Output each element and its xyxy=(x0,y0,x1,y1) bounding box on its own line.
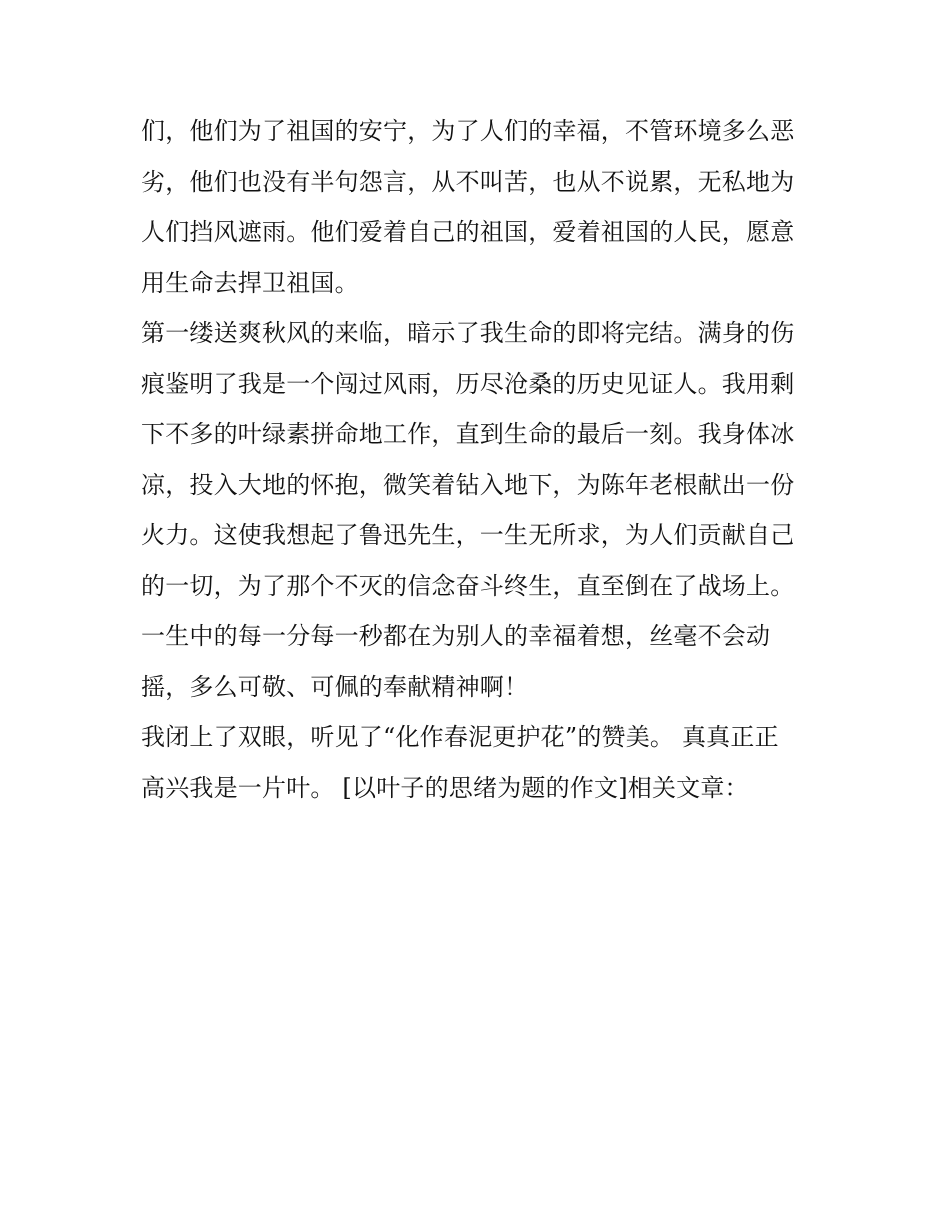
text-line: 摇，多么可敬、可佩的奉献精神啊！ xyxy=(141,672,529,701)
text-line: 们，他们为了祖国的安宁，为了人们的幸福，不管环境多么恶 xyxy=(141,117,795,145)
text-line: 火力。这使我想起了鲁迅先生，一生无所求，为人们贡献自己 xyxy=(141,521,795,549)
text-line: 高兴我是一片叶。 [以叶子的思绪为题的作文]相关文章： xyxy=(141,773,749,802)
text-line: 我闭上了双眼，听见了“化作春泥更护花”的赞美。 真真正正 xyxy=(141,723,779,751)
text-line: 人们挡风遮雨。他们爱着自己的祖国，爱着祖国的人民，愿意 xyxy=(141,218,795,246)
body-text xyxy=(141,106,821,813)
text-line: 第一缕送爽秋风的来临，暗示了我生命的即将完结。满身的伤 xyxy=(141,319,795,347)
text-line: 劣，他们也没有半句怨言，从不叫苦，也从不说累，无私地为 xyxy=(141,167,795,196)
text-line: 下不多的叶绿素拼命地工作，直到生命的最后一刻。我身体冰 xyxy=(141,420,795,448)
text-line: 用生命去捍卫祖国。 xyxy=(141,268,359,297)
text-line: 痕鉴明了我是一个闯过风雨，历尽沧桑的历史见证人。我用剩 xyxy=(141,369,795,398)
text-line: 的一切，为了那个不灭的信念奋斗终生，直至倒在了战场上。 xyxy=(141,571,795,600)
text-line: 一生中的每一分每一秒都在为别人的幸福着想，丝毫不会动 xyxy=(141,622,771,650)
text-line: 凉，投入大地的怀抱，微笑着钻入地下，为陈年老根献出一份 xyxy=(141,470,795,499)
